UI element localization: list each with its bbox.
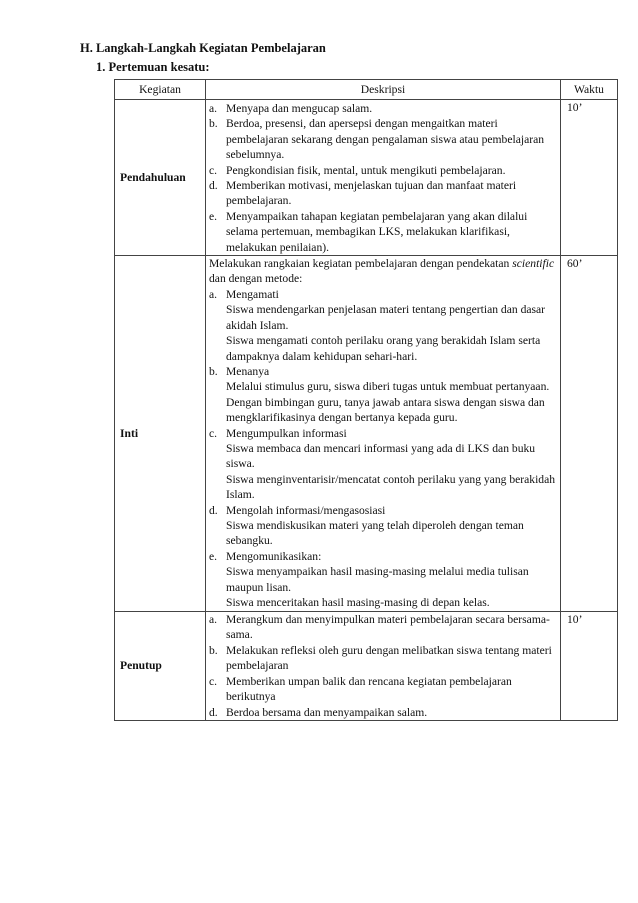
kegiatan-pendahuluan: Pendahuluan	[115, 100, 206, 256]
list-item: d. Berdoa bersama dan menyampaikan salam.	[209, 705, 428, 719]
list-item: c. Mengumpulkan informasi Siswa membaca dan mencari informasi yang ada di LKS dan buku siswa. Siswa menginventarisir/mencatat contoh perilaku yang yang berakidah Islam.	[209, 426, 556, 502]
table-row-inti	[115, 256, 618, 612]
header-waktu: Waktu	[561, 80, 618, 100]
table-row-penutup	[115, 612, 618, 721]
list-item: d. Mengolah informasi/mengasosiasi Siswa mendiskusikan materi yang telah diperoleh dengan teman sebangku.	[209, 503, 524, 548]
table-row-pendahuluan	[115, 100, 618, 256]
table-header-row	[115, 80, 618, 100]
list-item: e. Mengomunikasikan: Siswa menyampaikan hasil masing-masing melalui media tulisan maupun lisan. Siswa menceritakan hasil masing-masing di depan kelas.	[209, 549, 529, 609]
list-item: a. Merangkum dan menyimpulkan materi pembelajaran secara bersama-sama.	[209, 613, 550, 642]
deskripsi-penutup	[206, 612, 561, 721]
deskripsi-pendahuluan	[206, 100, 561, 256]
list-item: d. Memberikan motivasi, menjelaskan tujuan dan manfaat materi pembelajaran.	[209, 179, 517, 208]
kegiatan-penutup: Penutup	[115, 612, 206, 721]
deskripsi-inti	[206, 256, 561, 612]
kegiatan-inti: Inti	[115, 256, 206, 612]
list-item: a. Menyapa dan mengucap salam.	[209, 102, 373, 115]
list-item: a. Mengamati Siswa mendengarkan penjelasan materi tentang pengertian dan dasar akidah Islam. Siswa mengamati contoh perilaku orang yang berakidah Islam serta dampaknya dalam kehidupan sehari-hari.	[209, 287, 546, 363]
meeting-subheading: 1. Pertemuan kesatu:	[96, 60, 210, 74]
waktu-inti: 60’	[561, 256, 618, 612]
list-item: b. Melakukan refleksi oleh guru dengan melibatkan siswa tentang materi pembelajaran	[209, 643, 552, 673]
waktu-penutup: 10’	[561, 612, 618, 721]
list-item: e. Menyampaikan tahapan kegiatan pembelajaran yang akan dilalui selama pertemuan, membagikan LKS, melakukan klarifikasi, melakukan penilaian).	[209, 209, 528, 254]
header-kegiatan: Kegiatan	[115, 80, 206, 100]
list-item: c. Pengkondisian fisik, mental, untuk mengikuti pembelajaran.	[209, 163, 506, 177]
section-heading: H. Langkah-Langkah Kegiatan Pembelajaran	[80, 41, 326, 55]
list-item: b. Menanya Melalui stimulus guru, siswa diberi tugas untuk membuat pertanyaan. Dengan bimbingan guru, tanya jawab antara siswa dengan siswa dan mengklarifikasinya dengan bertanya kepada guru.	[209, 364, 550, 425]
lesson-steps-table	[114, 79, 618, 721]
list-item: c. Memberikan umpan balik dan rencana kegiatan pembelajaran berikutnya	[209, 674, 512, 704]
list-item: b. Berdoa, presensi, dan apersepsi dengan mengaitkan materi pembelajaran sekarang dengan pengalaman siswa atau pembelajaran sebelumnya.	[209, 117, 545, 162]
header-deskripsi: Deskripsi	[206, 80, 561, 100]
waktu-pendahuluan: 10’	[561, 100, 618, 256]
inti-intro: Melakukan rangkaian kegiatan pembelajaran dengan pendekatan scientific dan dengan metode:	[209, 257, 555, 286]
